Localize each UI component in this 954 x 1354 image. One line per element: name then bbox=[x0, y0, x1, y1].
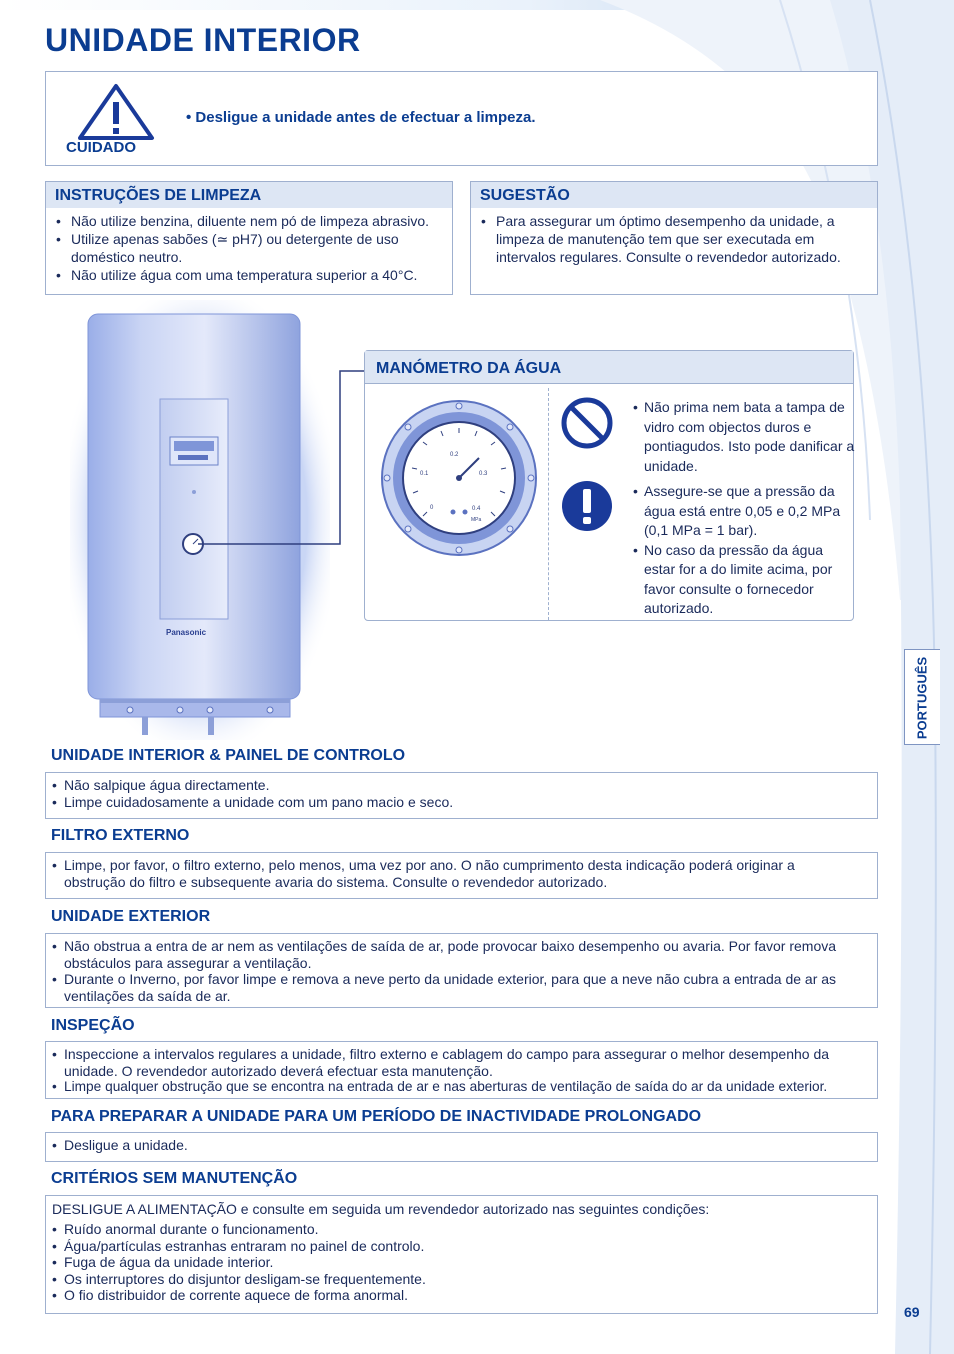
list-item: • Desligue a unidade. bbox=[52, 1137, 871, 1154]
brand-logo: Panasonic bbox=[166, 628, 207, 637]
list-item: • Não utilize benzina, diluente nem pó de limpeza abrasivo. bbox=[56, 212, 444, 230]
prohibited-icon bbox=[560, 396, 614, 450]
water-gauge-title: MANÓMETRO DA ÁGUA bbox=[376, 360, 562, 377]
gauge-scale-label: 0.2 bbox=[450, 452, 459, 458]
list-item: • Durante o Inverno, por favor limpe e remova a neve perto da unidade exterior, para que a neve não cubra a entrada de ar as ventilações da saída de ar. bbox=[52, 971, 871, 1004]
list-item: • Limpe, por favor, o filtro externo, pelo menos, uma vez por ano. O não cumprimento desta indicação poderá originar a obstrução do filtro e subsequente avaria do sistema. Consulte o revendedor autorizado. bbox=[52, 857, 871, 890]
list-item: • Água/partículas estranhas entraram no painel de controlo. bbox=[52, 1238, 871, 1255]
list-item: • No caso da pressão da água estar for a do limite acima, por favor consulte o fornecedor autorizado. bbox=[633, 541, 855, 619]
pressure-gauge-illustration bbox=[379, 398, 539, 558]
list-item: • Utilize apenas sabões (≃ pH7) ou detergente de uso doméstico neutro. bbox=[56, 230, 444, 266]
no-maintenance-intro: DESLIGUE A ALIMENTAÇÃO e consulte em seguida um revendedor autorizado nas seguintes condições: bbox=[52, 1201, 710, 1217]
list-item: • Não salpique água directamente. bbox=[52, 777, 871, 794]
list-item: • Não utilize água com uma temperatura superior a 40°C. bbox=[56, 266, 444, 284]
outdoor-unit-title: UNIDADE EXTERIOR bbox=[51, 908, 211, 925]
water-gauge-box bbox=[364, 350, 854, 621]
inactivity-title: PARA PREPARAR A UNIDADE PARA UM PERÍODO DE INACTIVIDADE PROLONGADO bbox=[51, 1108, 702, 1125]
list-item: • Para assegurar um óptimo desempenho da unidade, a limpeza de manutenção tem que ser executada em intervalos regulares. Consulte o revendedor autorizado. bbox=[481, 212, 869, 266]
gauge-scale-label: 0.3 bbox=[479, 471, 488, 477]
indoor-panel-box bbox=[45, 772, 878, 819]
cleaning-instructions-title: INSTRUÇÕES DE LIMPEZA bbox=[55, 187, 262, 204]
gauge-scale-label: 0 bbox=[430, 505, 434, 511]
warning-triangle-icon bbox=[76, 82, 156, 142]
list-item: • Não obstrua a entra de ar nem as ventilações de saída de ar, pode provocar baixo desempenho ou avaria. Por favor remova obstáculos para assegurar a ventilação. bbox=[52, 938, 871, 971]
list-item: • Os interruptores do disjuntor desligam-se frequentemente. bbox=[52, 1271, 871, 1288]
cleaning-instructions-box bbox=[45, 181, 453, 295]
outdoor-unit-box bbox=[45, 933, 878, 1008]
no-maintenance-title: CRITÉRIOS SEM MANUTENÇÃO bbox=[51, 1170, 298, 1187]
gauge-scale-label: 0.4 bbox=[472, 506, 481, 512]
list-item: • Assegure-se que a pressão da água está entre 0,05 e 0,2 MPa (0,1 MPa = 1 bar). bbox=[633, 482, 855, 541]
inactivity-box bbox=[45, 1132, 878, 1162]
inspection-title: INSPEÇÃO bbox=[51, 1017, 135, 1034]
indoor-panel-title: UNIDADE INTERIOR & PAINEL DE CONTROLO bbox=[51, 747, 406, 764]
caution-text: • Desligue a unidade antes de efectuar a limpeza. bbox=[186, 109, 536, 126]
external-filter-title: FILTRO EXTERNO bbox=[51, 827, 190, 844]
suggestion-title: SUGESTÃO bbox=[480, 187, 570, 204]
list-item: • Não prima nem bata a tampa de vidro com objectos duros e pontiagudos. Isto pode danificar a unidade. bbox=[633, 398, 855, 476]
inspection-box bbox=[45, 1041, 878, 1099]
suggestion-box bbox=[470, 181, 878, 295]
list-item: • Limpe qualquer obstrução que se encontra na entrada de ar e nas aberturas de ventilação de saída do ar da unidade exterior. bbox=[52, 1079, 871, 1096]
list-item: • Inspeccione a intervalos regulares a unidade, filtro externo e cablagem do campo para assegurar o melhor desempenho da unidade. O revendedor autorizado deverá efectuar esta manutenção. bbox=[52, 1046, 871, 1079]
language-tab-label: PORTUGUÊS bbox=[914, 656, 930, 740]
page-number: 69 bbox=[904, 1304, 920, 1320]
gauge-scale-label: 0.1 bbox=[420, 471, 429, 477]
leader-line bbox=[190, 360, 370, 560]
caution-box bbox=[45, 71, 878, 166]
gauge-unit-label: MPa bbox=[471, 517, 482, 523]
caution-label: CUIDADO bbox=[66, 139, 136, 156]
list-item: • Ruído anormal durante o funcionamento. bbox=[52, 1221, 871, 1238]
external-filter-box bbox=[45, 852, 878, 899]
mandatory-action-icon bbox=[560, 479, 614, 533]
divider bbox=[548, 388, 549, 620]
page-title: UNIDADE INTERIOR bbox=[45, 22, 361, 58]
list-item: • O fio distribuidor de corrente aquece de forma anormal. bbox=[52, 1287, 871, 1304]
no-maintenance-box bbox=[45, 1195, 878, 1314]
list-item: • Limpe cuidadosamente a unidade com um pano macio e seco. bbox=[52, 794, 871, 811]
language-tab bbox=[904, 649, 940, 745]
list-item: • Fuga de água da unidade interior. bbox=[52, 1254, 871, 1271]
